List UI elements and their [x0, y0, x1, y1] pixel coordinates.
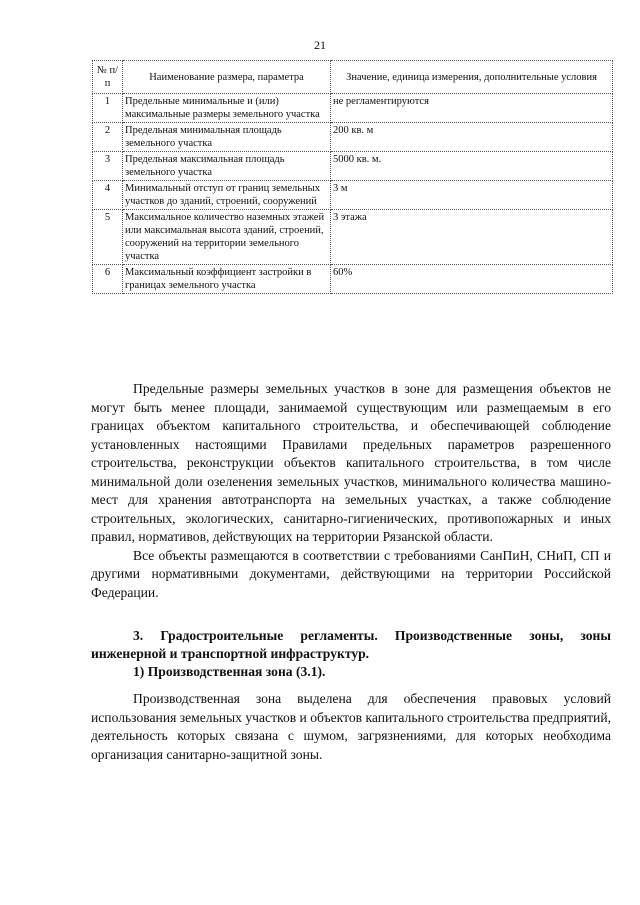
section-heading: 3. Градостроительные регламенты. Производственные зоны, зоны инженерной и транспортной инфраструктур. [91, 628, 611, 661]
page-number: 21 [314, 38, 326, 52]
table-header-row [93, 61, 613, 94]
table-row [93, 210, 613, 265]
body-text-block-2 [91, 690, 611, 764]
header-value: Значение, единица измерения, дополнительные условия [331, 61, 613, 94]
row-name: Предельная максимальная площадь земельного участка [123, 152, 331, 181]
paragraph-size-limits: Предельные размеры земельных участков в зоне для размещения объектов не могут быть менее площади, занимаемой существующим или размещаемым в его границах объектом капитального строительства, и обеспечивающей соблюдение установленных настоящими Правилами предельных параметров разрешенного строительства, реконструкции объектов капитального строительства, в том числе минимальной доли озеленения земельных участков, минимального количества машино-мест для хранения автотранспорта на земельных участках, а также соблюдение строительных, экологических, санитарно-гигиенических, противопожарных и иных правил, нормативов, действующих на территории Рязанской области. [91, 381, 611, 544]
header-name: Наименование размера, параметра [123, 61, 331, 94]
row-num: 4 [93, 181, 123, 210]
row-value: 3 м [331, 181, 613, 210]
row-name: Предельные минимальные и (или) максимальные размеры земельного участка [123, 94, 331, 123]
body-text-block-1 [91, 380, 611, 602]
row-name: Максимальное количество наземных этажей или максимальная высота зданий, строений, сооружений на территории земельного участка [123, 210, 331, 265]
header-num: № п/п [93, 61, 123, 94]
row-name: Минимальный отступ от границ земельных участков до зданий, строений, сооружений [123, 181, 331, 210]
row-num: 3 [93, 152, 123, 181]
row-value: 5000 кв. м. [331, 152, 613, 181]
parameters-table [92, 60, 613, 294]
paragraph-production-zone: Производственная зона выделена для обеспечения правовых условий использования земельных участков и объектов капитального строительства предприятий, деятельность которых связана с шумом, загрязнениями, для которых необходима организация санитарно-защитной зоны. [91, 691, 611, 762]
section-heading-block [91, 627, 611, 681]
row-name: Максимальный коэффициент застройки в границах земельного участка [123, 265, 331, 294]
table-row [93, 123, 613, 152]
table-row [93, 152, 613, 181]
row-value: не регламентируются [331, 94, 613, 123]
row-value: 60% [331, 265, 613, 294]
table-row [93, 94, 613, 123]
table-row [93, 265, 613, 294]
row-num: 1 [93, 94, 123, 123]
table-row [93, 181, 613, 210]
subsection-heading: 1) Производственная зона (3.1). [133, 664, 326, 679]
row-num: 6 [93, 265, 123, 294]
paragraph-regulations: Все объекты размещаются в соответствии с требованиями СанПиН, СНиП, СП и другими нормативными документами, действующими на территории Российской Федерации. [91, 547, 611, 600]
row-value: 200 кв. м [331, 123, 613, 152]
row-num: 5 [93, 210, 123, 265]
row-num: 2 [93, 123, 123, 152]
row-name: Предельная минимальная площадь земельного участка [123, 123, 331, 152]
row-value: 3 этажа [331, 210, 613, 265]
